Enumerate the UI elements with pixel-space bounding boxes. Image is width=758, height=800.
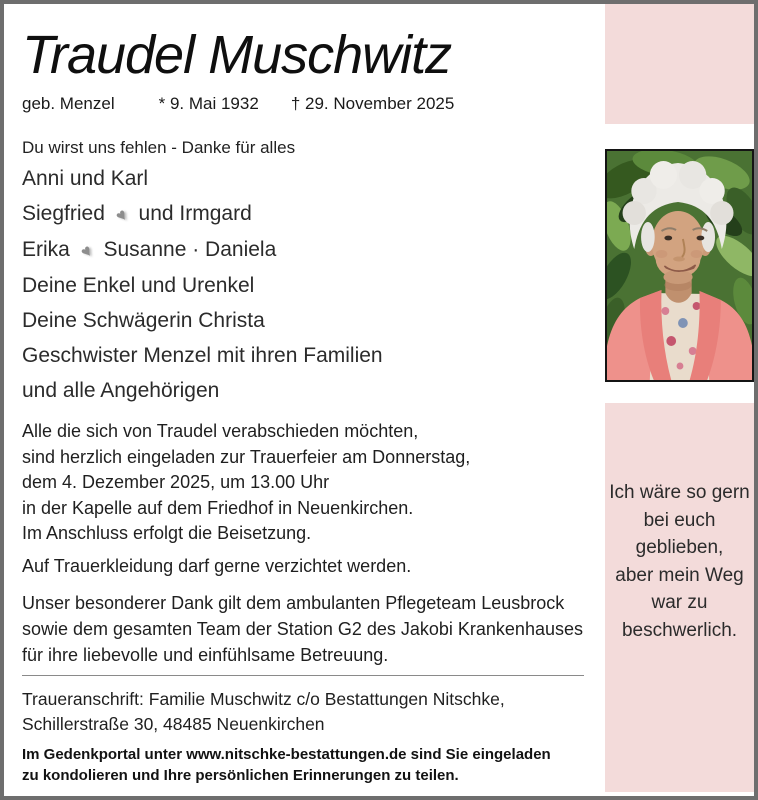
- quote-block: [605, 403, 754, 792]
- text-line: Erika ♥ Susanne · Daniela: [22, 232, 597, 268]
- death-date: † 29. November 2025: [290, 94, 455, 114]
- dress-note: Auf Trauerkleidung darf gerne verzichtet werden.: [22, 555, 412, 576]
- text-line: Unser besonderer Dank gilt dem ambulanten Pflegeteam Leusbrock: [22, 592, 565, 613]
- text-line: und alle Angehörigen: [22, 379, 220, 403]
- text-line: zu kondolieren und Ihre persönlichen Erinnerungen zu teilen.: [22, 767, 459, 785]
- text-line: sind herzlich eingeladen zur Trauerfeier am Donnerstag,: [22, 446, 471, 467]
- text-line: war zu: [651, 592, 708, 613]
- deceased-name: Traudel Muschwitz: [22, 25, 452, 85]
- text-line: Alle die sich von Traudel verabschieden möchten,: [22, 421, 419, 442]
- text-line: Traueranschrift: Familie Muschwitz c/o Bestattungen Nitschke,: [22, 688, 505, 709]
- text-line: sowie dem gesamten Team der Station G2 des Jakobi Krankenhauses: [22, 618, 583, 639]
- portrait-illustration: [607, 151, 752, 380]
- quote-text: [605, 479, 754, 644]
- birth-date: * 9. Mai 1932: [158, 94, 259, 114]
- divider-line: [22, 675, 584, 676]
- text-line: Im Anschluss erfolgt die Beisetzung.: [22, 523, 312, 544]
- notice-text-column: [22, 4, 597, 787]
- heart-icon: ♥: [111, 204, 132, 226]
- text-line: bei euch: [643, 509, 716, 531]
- text-line: Deine Enkel und Urenkel: [22, 274, 255, 298]
- memorial-portal-note: [22, 744, 597, 787]
- text-line: Im Gedenkportal unter www.nitschke-bestattungen.de sind Sie eingeladen: [22, 745, 551, 763]
- funeral-info: [22, 419, 597, 547]
- heart-icon: ♥: [76, 240, 97, 262]
- birth-name: geb. Menzel: [22, 94, 115, 114]
- text-line: für ihre liebevolle und einfühlsame Betreuung.: [22, 644, 389, 665]
- text-line: beschwerlich.: [621, 619, 738, 641]
- mourning-address: [22, 687, 597, 737]
- text-line: geblieben,: [635, 537, 724, 558]
- text-line: in der Kapelle auf dem Friedhof in Neuenkirchen.: [22, 497, 414, 518]
- text-line: Siegfried ♥ und Irmgard: [22, 196, 597, 232]
- text-line: aber mein Weg: [615, 564, 744, 586]
- text-line: Deine Schwägerin Christa: [22, 309, 265, 333]
- portrait-photo: [605, 149, 754, 382]
- text-line: Schillerstraße 30, 48485 Neuenkirchen: [22, 713, 325, 734]
- text-line: Anni und Karl: [22, 167, 149, 191]
- text-line: dem 4. Dezember 2025, um 13.00 Uhr: [22, 472, 330, 493]
- thanks-note: [22, 590, 597, 668]
- decorative-pink-block-top: [605, 4, 754, 124]
- side-column: [605, 4, 754, 792]
- farewell-line: Du wirst uns fehlen - Danke für alles: [22, 138, 296, 158]
- mourners-list: [22, 161, 597, 408]
- text-line: Geschwister Menzel mit ihren Familien: [22, 344, 383, 368]
- life-dates-row: [22, 94, 597, 114]
- text-line: Ich wäre so gern: [609, 482, 750, 503]
